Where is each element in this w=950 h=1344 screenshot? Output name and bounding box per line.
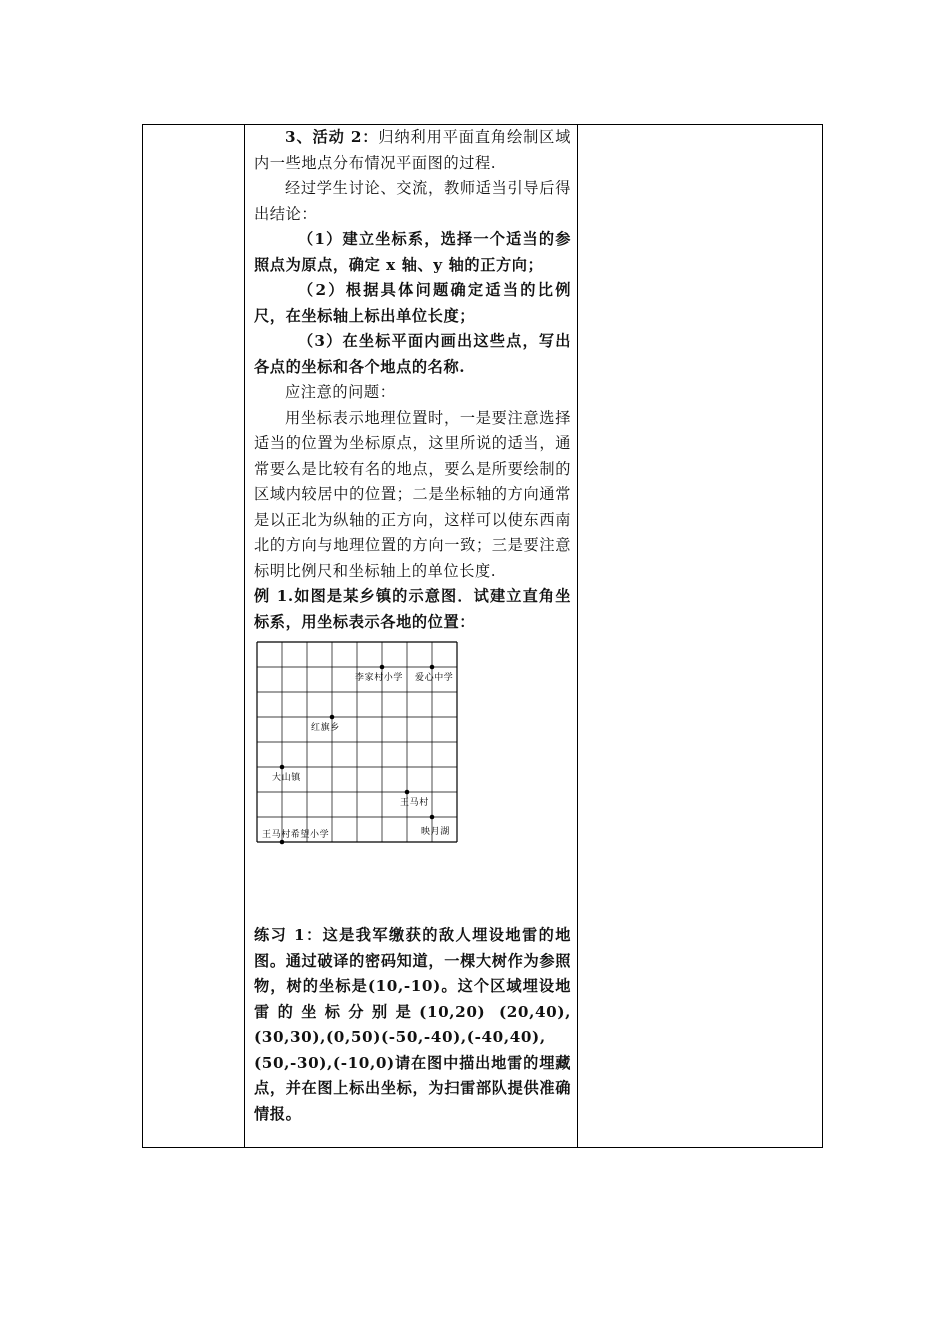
attention-title: 应注意的问题：	[285, 383, 396, 401]
activity-heading: 3、活动 2：	[285, 128, 379, 146]
place-marker	[280, 765, 285, 770]
town-map-figure	[256, 641, 571, 923]
place-label: 王马村希望小学	[262, 830, 330, 840]
place-marker	[430, 815, 435, 820]
activity-paragraph	[254, 125, 571, 176]
step-2: （2）根据具体问题确定适当的比例尺，在坐标轴上标出单位长度；	[254, 281, 571, 325]
place-label: 李家村小学	[355, 673, 404, 683]
step-1: （1）建立坐标系，选择一个适当的参照点为原点，确定 x 轴、y 轴的正方向；	[254, 230, 571, 274]
place-marker	[280, 840, 285, 845]
place-label: 王马村	[400, 798, 429, 808]
place-label: 爱心中学	[415, 673, 454, 683]
place-marker	[380, 665, 385, 670]
place-label: 映月湖	[421, 827, 450, 837]
town-map-grid	[256, 641, 460, 847]
lesson-table	[142, 124, 823, 1148]
practice-1: 练习 1：这是我军缴获的敌人埋设地雷的地图。通过破译的密码知道，一棵大树作为参照物，树的坐标是(10,-10)。这个区域埋设地雷的坐标分别是(10,20) (20,40),(30,30),(0,50)(-50,-40),(-40,40),(50,-30),(-10,0)请在图中描出地雷的埋藏点，并在图上标出坐标，为扫雷部队提供准确情报。	[254, 926, 571, 1123]
example-1: 例 1.如图是某乡镇的示意图．试建立直角坐标系，用坐标表示各地的位置：	[254, 587, 571, 631]
place-marker	[405, 790, 410, 795]
discussion-text: 经过学生讨论、交流，教师适当引导后得出结论：	[254, 179, 571, 223]
place-label: 红旗乡	[311, 723, 340, 733]
place-marker	[330, 715, 335, 720]
step-3: （3）在坐标平面内画出这些点，写出各点的坐标和各个地点的名称.	[254, 332, 571, 376]
content-column	[245, 125, 578, 1148]
left-column	[143, 125, 245, 1148]
place-marker	[430, 665, 435, 670]
place-label: 大山镇	[272, 773, 301, 783]
activity-text: 归纳利用平面直角绘制区域内一些地点分布情况平面图的过程.	[254, 128, 572, 172]
right-column	[578, 125, 823, 1148]
attention-body: 用坐标表示地理位置时，一是要注意选择适当的位置为坐标原点，这里所说的适当，通常要么是比较有名的地点，要么是所要绘制的区域内较居中的位置；二是坐标轴的方向通常是以正北为纵轴的正方向，这样可以使东西南北的方向与地理位置的方向一致；三是要注意标明比例尺和坐标轴上的单位长度.	[254, 408, 571, 580]
